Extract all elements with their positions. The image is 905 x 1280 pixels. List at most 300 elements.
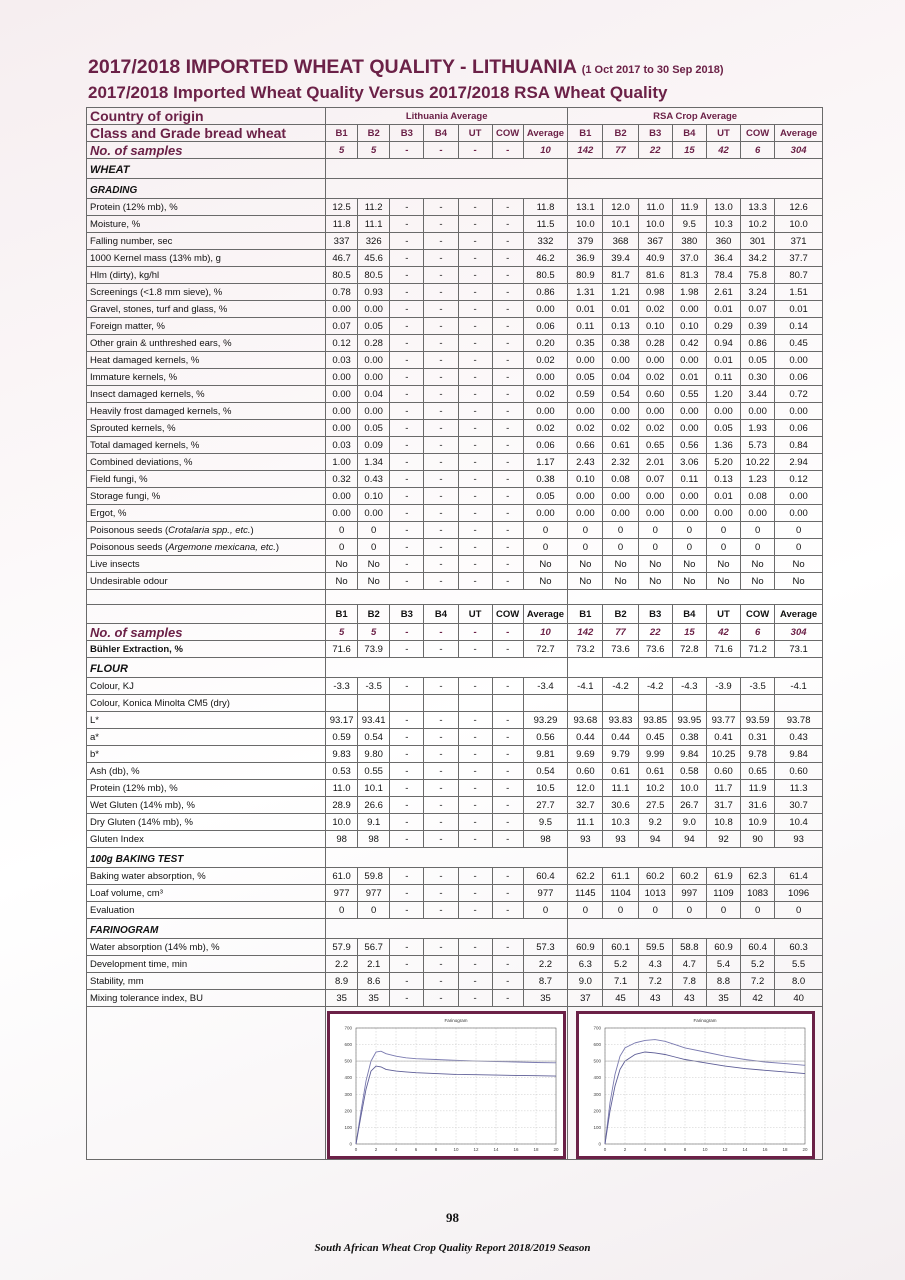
value-cell: 0.44: [568, 729, 603, 746]
value-cell: No: [358, 573, 390, 590]
value-cell: No: [603, 556, 638, 573]
value-cell: 93.29: [523, 712, 568, 729]
grade-header: B3: [638, 605, 672, 624]
value-cell: 0.02: [638, 301, 672, 318]
value-cell: -: [492, 267, 523, 284]
value-cell: -: [458, 250, 492, 267]
value-cell: 7.2: [741, 973, 775, 990]
value-cell: 92: [706, 831, 740, 848]
value-cell: 0.00: [568, 403, 603, 420]
value-cell: 0.38: [672, 729, 706, 746]
value-cell: -: [458, 573, 492, 590]
value-cell: 0.01: [672, 369, 706, 386]
table-row: [87, 233, 823, 250]
value-cell: 72.7: [523, 641, 568, 658]
value-cell: 0: [523, 902, 568, 919]
value-cell: 28.9: [326, 797, 358, 814]
lithuania-header: Lithuania Average: [326, 108, 568, 125]
value-cell: 368: [603, 233, 638, 250]
value-cell: -: [458, 885, 492, 902]
value-cell: 0.00: [775, 403, 823, 420]
value-cell: 977: [523, 885, 568, 902]
value-cell: 0: [706, 902, 740, 919]
value-cell: 11.9: [672, 199, 706, 216]
value-cell: 60.1: [603, 939, 638, 956]
grade-header: Average: [775, 605, 823, 624]
value-cell: 62.2: [568, 868, 603, 885]
value-cell: 71.6: [326, 641, 358, 658]
value-cell: 31.6: [741, 797, 775, 814]
value-cell: 9.84: [672, 746, 706, 763]
value-cell: -: [458, 763, 492, 780]
value-cell: 10.3: [706, 216, 740, 233]
page-subtitle: 2017/2018 Imported Wheat Quality Versus 2017/2018 RSA Wheat Quality: [88, 83, 668, 102]
value-cell: -: [390, 885, 424, 902]
value-cell: -: [424, 956, 458, 973]
page-title-period: (1 Oct 2017 to 30 Sep 2018): [581, 64, 724, 76]
value-cell: 0.66: [568, 437, 603, 454]
value-cell: 0.00: [358, 369, 390, 386]
value-cell: [358, 695, 390, 712]
value-cell: -3.5: [741, 678, 775, 695]
value-cell: 98: [358, 831, 390, 848]
value-cell: 61.4: [775, 868, 823, 885]
farinogram-svg: [330, 1014, 563, 1156]
value-cell: 7.1: [603, 973, 638, 990]
value-cell: 58.8: [672, 939, 706, 956]
value-cell: -: [492, 199, 523, 216]
table-row: [87, 729, 823, 746]
value-cell: 371: [775, 233, 823, 250]
value-cell: 73.6: [603, 641, 638, 658]
value-cell: -: [458, 301, 492, 318]
value-cell: -: [492, 335, 523, 352]
value-cell: -: [390, 973, 424, 990]
value-cell: 0: [741, 539, 775, 556]
value-cell: -: [458, 814, 492, 831]
x-tick-label: 18: [782, 1147, 788, 1152]
value-cell: 12.0: [603, 199, 638, 216]
value-cell: -: [458, 199, 492, 216]
value-cell: 0.01: [603, 301, 638, 318]
value-cell: 80.5: [523, 267, 568, 284]
value-cell: -: [458, 780, 492, 797]
value-cell: 93.83: [603, 712, 638, 729]
value-cell: -: [390, 641, 424, 658]
value-cell: -: [492, 522, 523, 539]
value-cell: 0.45: [638, 729, 672, 746]
value-cell: 0.00: [672, 352, 706, 369]
value-cell: 977: [326, 885, 358, 902]
value-cell: -: [390, 712, 424, 729]
value-cell: 0.00: [568, 505, 603, 522]
value-cell: 10.0: [672, 780, 706, 797]
value-cell: 98: [523, 831, 568, 848]
value-cell: 59.8: [358, 868, 390, 885]
table-row: [87, 437, 823, 454]
value-cell: [523, 695, 568, 712]
value-cell: 10.2: [741, 216, 775, 233]
value-cell: 0.02: [568, 420, 603, 437]
value-cell: -: [492, 284, 523, 301]
value-cell: 75.8: [741, 267, 775, 284]
value-cell: 0.00: [672, 505, 706, 522]
value-cell: 36.9: [568, 250, 603, 267]
value-cell: 40.9: [638, 250, 672, 267]
value-cell: 93: [603, 831, 638, 848]
value-cell: 0.05: [741, 352, 775, 369]
value-cell: 1096: [775, 885, 823, 902]
value-cell: 0.00: [326, 420, 358, 437]
value-cell: 0.05: [358, 420, 390, 437]
value-cell: 10.2: [638, 780, 672, 797]
value-cell: 0.00: [638, 488, 672, 505]
value-cell: 0.00: [326, 505, 358, 522]
value-cell: 0.00: [326, 386, 358, 403]
value-cell: 0.20: [523, 335, 568, 352]
value-cell: -: [424, 403, 458, 420]
value-cell: 0.13: [603, 318, 638, 335]
value-cell: 0.00: [568, 352, 603, 369]
value-cell: -: [492, 814, 523, 831]
value-cell: 0: [358, 902, 390, 919]
value-cell: 0.00: [706, 505, 740, 522]
value-cell: -: [424, 902, 458, 919]
value-cell: -: [458, 386, 492, 403]
value-cell: 0.01: [706, 301, 740, 318]
x-tick-label: 8: [434, 1147, 438, 1152]
value-cell: 0.01: [706, 352, 740, 369]
value-cell: 78.4: [706, 267, 740, 284]
value-cell: 0.55: [672, 386, 706, 403]
chart-title: Farinogram: [444, 1018, 468, 1023]
value-cell: No: [741, 573, 775, 590]
value-cell: -: [458, 990, 492, 1007]
row-label: Colour, Konica Minolta CM5 (dry): [87, 695, 326, 712]
value-cell: 0.01: [568, 301, 603, 318]
value-cell: No: [638, 556, 672, 573]
value-cell: 977: [358, 885, 390, 902]
value-cell: 0.93: [358, 284, 390, 301]
value-cell: 9.0: [672, 814, 706, 831]
table-row: [87, 352, 823, 369]
value-cell: 0.00: [775, 488, 823, 505]
chart-cell: [326, 1007, 568, 1160]
value-cell: -: [424, 973, 458, 990]
value-cell: 9.2: [638, 814, 672, 831]
value-cell: 61.1: [603, 868, 638, 885]
value-cell: 0.00: [603, 505, 638, 522]
section-spacer: [326, 159, 568, 179]
row-label: 1000 Kernel mass (13% mb), g: [87, 250, 326, 267]
value-cell: 60.2: [672, 868, 706, 885]
row-label: Protein (12% mb), %: [87, 780, 326, 797]
value-cell: 71.2: [741, 641, 775, 658]
value-cell: 0: [326, 522, 358, 539]
value-cell: 93.41: [358, 712, 390, 729]
value-cell: 73.6: [638, 641, 672, 658]
value-cell: 0.02: [523, 420, 568, 437]
grade-header: UT: [706, 125, 740, 142]
table-row: [87, 284, 823, 301]
value-cell: 0.10: [358, 488, 390, 505]
x-tick-label: 14: [742, 1147, 748, 1152]
value-cell: 301: [741, 233, 775, 250]
value-cell: 0.01: [706, 488, 740, 505]
x-tick-label: 2: [374, 1147, 378, 1152]
value-cell: 12.6: [775, 199, 823, 216]
value-cell: 8.0: [775, 973, 823, 990]
x-tick-label: 18: [533, 1147, 539, 1152]
value-cell: 0.00: [672, 488, 706, 505]
value-cell: 0.32: [326, 471, 358, 488]
value-cell: [424, 695, 458, 712]
value-cell: No: [706, 573, 740, 590]
value-cell: 11.2: [358, 199, 390, 216]
y-tick-label: 400: [344, 1075, 353, 1081]
samples-cell: 6: [741, 624, 775, 641]
value-cell: 93: [568, 831, 603, 848]
table-row: [87, 573, 823, 590]
value-cell: -: [424, 505, 458, 522]
value-cell: 1.23: [741, 471, 775, 488]
value-cell: 0.00: [326, 369, 358, 386]
table-row: [87, 939, 823, 956]
value-cell: 43: [638, 990, 672, 1007]
grade-header: B4: [424, 605, 458, 624]
row-label: Development time, min: [87, 956, 326, 973]
value-cell: 9.99: [638, 746, 672, 763]
value-cell: 0: [638, 539, 672, 556]
header-row: [87, 108, 823, 125]
grade-header: B4: [672, 125, 706, 142]
value-cell: 0.05: [568, 369, 603, 386]
value-cell: 0.45: [775, 335, 823, 352]
value-cell: 32.7: [568, 797, 603, 814]
grade-header: B3: [390, 125, 424, 142]
value-cell: -3.3: [326, 678, 358, 695]
value-cell: 73.2: [568, 641, 603, 658]
value-cell: -: [424, 573, 458, 590]
value-cell: [492, 695, 523, 712]
value-cell: 0.00: [603, 352, 638, 369]
value-cell: 9.81: [523, 746, 568, 763]
value-cell: -: [390, 868, 424, 885]
samples-cell: -: [458, 142, 492, 159]
value-cell: -: [390, 454, 424, 471]
value-cell: -: [390, 335, 424, 352]
row-label: Heat damaged kernels, %: [87, 352, 326, 369]
value-cell: No: [603, 573, 638, 590]
value-cell: 1.51: [775, 284, 823, 301]
grade-header: UT: [458, 125, 492, 142]
value-cell: 27.7: [523, 797, 568, 814]
value-cell: -: [390, 729, 424, 746]
y-tick-label: 100: [344, 1124, 353, 1130]
value-cell: 0.02: [523, 352, 568, 369]
value-cell: 71.6: [706, 641, 740, 658]
value-cell: -: [458, 420, 492, 437]
grade-header: COW: [741, 605, 775, 624]
value-cell: 0.30: [741, 369, 775, 386]
samples-cell: 304: [775, 142, 823, 159]
value-cell: 0.42: [672, 335, 706, 352]
value-cell: No: [523, 556, 568, 573]
samples-cell: -: [492, 624, 523, 641]
value-cell: 60.3: [775, 939, 823, 956]
value-cell: 0.11: [672, 471, 706, 488]
value-cell: -: [492, 902, 523, 919]
page-number: 98: [446, 1210, 459, 1225]
value-cell: -: [458, 318, 492, 335]
value-cell: -: [390, 522, 424, 539]
row-label: Poisonous seeds (Crotalaria spp., etc.): [87, 522, 326, 539]
table-row: [87, 678, 823, 695]
section-heading: FARINOGRAM: [87, 919, 326, 939]
value-cell: 0.00: [568, 488, 603, 505]
value-cell: 0.00: [358, 403, 390, 420]
x-tick-label: 0: [354, 1147, 358, 1152]
row-label: Dry Gluten (14% mb), %: [87, 814, 326, 831]
value-cell: 0.58: [672, 763, 706, 780]
value-cell: -: [424, 471, 458, 488]
grade-header: COW: [492, 605, 523, 624]
value-cell: 10.0: [638, 216, 672, 233]
value-cell: 60.9: [706, 939, 740, 956]
value-cell: 46.7: [326, 250, 358, 267]
page-title: [88, 56, 724, 79]
x-tick-label: 14: [493, 1147, 499, 1152]
samples-cell: 5: [326, 624, 358, 641]
row-label: Gluten Index: [87, 831, 326, 848]
row-label: Undesirable odour: [87, 573, 326, 590]
value-cell: -: [424, 369, 458, 386]
value-cell: -: [458, 284, 492, 301]
value-cell: -: [390, 763, 424, 780]
samples-row: [87, 624, 823, 641]
table-row: [87, 199, 823, 216]
value-cell: 0.55: [358, 763, 390, 780]
value-cell: 0.59: [568, 386, 603, 403]
value-cell: 60.9: [568, 939, 603, 956]
value-cell: 10.22: [741, 454, 775, 471]
value-cell: 59.5: [638, 939, 672, 956]
samples-cell: 10: [523, 142, 568, 159]
value-cell: 0.04: [358, 386, 390, 403]
value-cell: 0.10: [568, 471, 603, 488]
value-cell: 0.06: [775, 369, 823, 386]
value-cell: 98: [326, 831, 358, 848]
table-row: [87, 216, 823, 233]
value-cell: -: [390, 301, 424, 318]
value-cell: 11.0: [326, 780, 358, 797]
value-cell: 380: [672, 233, 706, 250]
value-cell: -: [424, 199, 458, 216]
table-row: [87, 695, 823, 712]
value-cell: -: [424, 990, 458, 1007]
value-cell: 0.10: [638, 318, 672, 335]
value-cell: 0: [523, 522, 568, 539]
value-cell: 0.12: [326, 335, 358, 352]
value-cell: -3.4: [523, 678, 568, 695]
value-cell: -: [390, 488, 424, 505]
value-cell: 2.61: [706, 284, 740, 301]
value-cell: 0.00: [638, 352, 672, 369]
spacer-cell: [568, 590, 823, 605]
section-heading: WHEAT: [87, 159, 326, 179]
value-cell: 0: [568, 539, 603, 556]
value-cell: 0.07: [741, 301, 775, 318]
value-cell: 0.00: [672, 301, 706, 318]
value-cell: -: [390, 831, 424, 848]
value-cell: 5.73: [741, 437, 775, 454]
section-spacer: [326, 848, 568, 868]
value-cell: 0.00: [358, 505, 390, 522]
value-cell: -: [424, 641, 458, 658]
value-cell: -: [458, 956, 492, 973]
grade-header: B2: [358, 125, 390, 142]
value-cell: [672, 695, 706, 712]
value-cell: 1.00: [326, 454, 358, 471]
value-cell: 80.9: [568, 267, 603, 284]
value-cell: 10.0: [326, 814, 358, 831]
samples-cell: 22: [638, 142, 672, 159]
value-cell: -: [424, 556, 458, 573]
value-cell: 11.5: [523, 216, 568, 233]
page-footer: South African Wheat Crop Quality Report 2018/2019 Season: [314, 1242, 591, 1254]
value-cell: 0: [672, 522, 706, 539]
grade-header: B4: [424, 125, 458, 142]
value-cell: -: [492, 471, 523, 488]
row-label: Mixing tolerance index, BU: [87, 990, 326, 1007]
row-label: Other grain & unthreshed ears, %: [87, 335, 326, 352]
value-cell: -4.1: [568, 678, 603, 695]
value-cell: -: [424, 939, 458, 956]
value-cell: -: [424, 539, 458, 556]
value-cell: -: [492, 454, 523, 471]
x-tick-label: 10: [702, 1147, 708, 1152]
value-cell: 80.5: [358, 267, 390, 284]
value-cell: 0.06: [523, 437, 568, 454]
table-row: [87, 556, 823, 573]
value-cell: 8.6: [358, 973, 390, 990]
value-cell: 93.77: [706, 712, 740, 729]
row-label: Moisture, %: [87, 216, 326, 233]
value-cell: 12.5: [326, 199, 358, 216]
value-cell: 1104: [603, 885, 638, 902]
value-cell: -: [458, 522, 492, 539]
x-tick-label: 8: [683, 1147, 686, 1152]
x-tick-label: 20: [553, 1147, 559, 1152]
value-cell: 326: [358, 233, 390, 250]
value-cell: 43: [672, 990, 706, 1007]
table-row: [87, 454, 823, 471]
value-cell: 10.0: [775, 216, 823, 233]
value-cell: 0.72: [775, 386, 823, 403]
value-cell: -: [390, 797, 424, 814]
y-tick-label: 500: [344, 1058, 353, 1064]
chart-row: [87, 1007, 823, 1160]
value-cell: -: [424, 814, 458, 831]
value-cell: -: [458, 712, 492, 729]
value-cell: 0: [326, 539, 358, 556]
value-cell: 0: [603, 539, 638, 556]
value-cell: 4.7: [672, 956, 706, 973]
grade-header: Average: [523, 125, 568, 142]
value-cell: 10.25: [706, 746, 740, 763]
value-cell: -: [424, 522, 458, 539]
value-cell: No: [358, 556, 390, 573]
